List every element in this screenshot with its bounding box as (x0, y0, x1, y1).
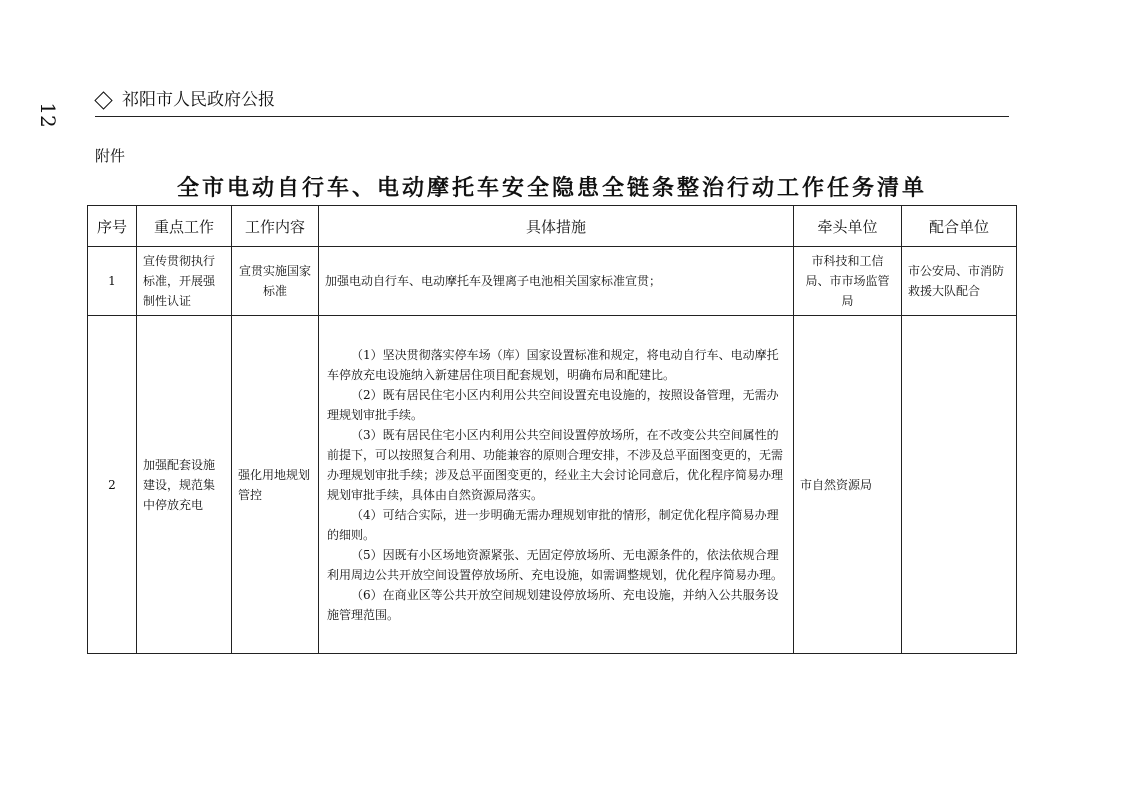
table-row (88, 247, 1017, 316)
header-key-work: 重点工作 (137, 206, 232, 247)
cell-content: 强化用地规划管控 (232, 316, 319, 654)
cell-support-unit: 市公安局、市消防救援大队配合 (902, 247, 1017, 316)
measure-item: （3）既有居民住宅小区内利用公共空间设置停放场所，在不改变公共空间属性的前提下，可以按照复合利用、功能兼容的原则合理安排，不涉及总平面图变更的，无需办理规划审批手续；涉及总平面图变更的，经业主大会讨论同意后，优化程序简易办理规划审批手续，具体由自然资源局落实。 (327, 427, 784, 502)
attachment-label: 附件 (95, 147, 126, 165)
header-measures: 具体措施 (319, 206, 794, 247)
cell-measures (319, 316, 794, 654)
header-content: 工作内容 (232, 206, 319, 247)
cell-seq: 2 (88, 316, 137, 654)
measure-item: （1）坚决贯彻落实停车场（库）国家设置标准和规定，将电动自行车、电动摩托车停放充电设施纳入新建居住项目配套规划，明确布局和配建比。 (327, 347, 779, 382)
publication-title: 祁阳市人民政府公报 (122, 90, 275, 110)
document-title: 全市电动自行车、电动摩托车安全隐患全链条整治行动工作任务清单 (176, 175, 927, 201)
cell-lead-unit: 市科技和工信局、市市场监管局 (794, 247, 902, 316)
header-support-unit: 配合单位 (902, 206, 1017, 247)
table-header-row (88, 206, 1017, 247)
cell-key-work: 加强配套设施建设，规范集中停放充电 (137, 316, 232, 654)
cell-support-unit (902, 316, 1017, 654)
cell-measures: 加强电动自行车、电动摩托车及锂离子电池相关国家标准宣贯； (319, 247, 794, 316)
measure-item: （4）可结合实际，进一步明确无需办理规划审批的情形，制定优化程序简易办理的细则。 (327, 507, 779, 542)
cell-key-work: 宣传贯彻执行标准，开展强制性认证 (137, 247, 232, 316)
diamond-icon (94, 91, 112, 109)
measure-item: （6）在商业区等公共开放空间规划建设停放场所、充电设施，并纳入公共服务设施管理范围。 (327, 587, 779, 622)
task-table (87, 205, 1017, 654)
cell-seq: 1 (88, 247, 137, 316)
publication-header (95, 88, 1009, 117)
header-lead-unit: 牵头单位 (794, 206, 902, 247)
measure-item: （5）因既有小区场地资源紧张、无固定停放场所、无电源条件的，依法依规合理利用周边公共开放空间设置停放场所、充电设施，如需调整规划，优化程序简易办理。 (327, 547, 784, 582)
cell-content: 宣贯实施国家标准 (232, 247, 319, 316)
measure-list (325, 333, 787, 637)
measure-item: （2）既有居民住宅小区内利用公共空间设置充电设施的，按照设备管理，无需办理规划审批手续。 (327, 387, 779, 422)
page-number: 12 (36, 102, 60, 128)
table-row (88, 316, 1017, 654)
header-seq: 序号 (88, 206, 137, 247)
cell-lead-unit: 市自然资源局 (794, 316, 902, 654)
